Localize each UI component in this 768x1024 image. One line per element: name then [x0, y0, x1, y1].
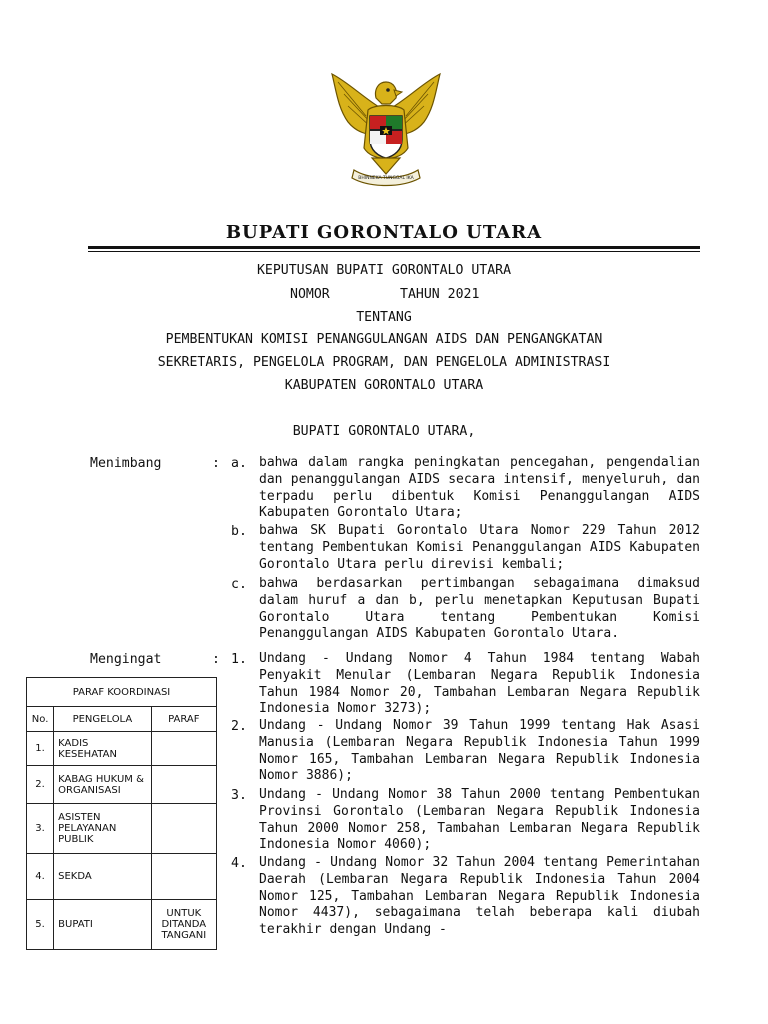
row-pengelola: KADIS KESEHATAN — [54, 732, 152, 766]
mengingat-item-4: Undang - Undang Nomor 32 Tahun 2004 tentang Pemerintahan Daerah (Lembaran Negara Republik Indonesia Tahun 2004 Nomor 125, Tambahan Lembaran Negara Republik Indonesia Nomor 4437), sebagaimana telah beberapa kali diubah terakhir dengan Undang - — [259, 855, 700, 938]
garuda-emblem-icon — [326, 70, 446, 192]
row-pengelola: KABAG HUKUM & ORGANISASI — [54, 766, 152, 804]
mengingat-mark-2: 2. — [231, 719, 247, 734]
subject-line-3: KABUPATEN GORONTALO UTARA — [284, 378, 484, 393]
menimbang-colon: : — [212, 456, 220, 471]
row-paraf — [151, 732, 216, 766]
col-header-pengelola: PENGELOLA — [54, 707, 152, 732]
table-row — [27, 804, 217, 854]
menimbang-item-b: bahwa SK Bupati Gorontalo Utara Nomor 229 Tahun 2012 tentang Pembentukan Komisi Penanggulangan AIDS Kabupaten Gorontalo Utara perlu direvisi kembali; — [259, 523, 700, 572]
row-no: 5. — [27, 900, 54, 950]
row-paraf — [151, 766, 216, 804]
paraf-koordinasi-table — [26, 677, 217, 950]
mengingat-item-2: Undang - Undang Nomor 39 Tahun 1999 tentang Hak Asasi Manusia (Lembaran Negara Republik Indonesia Tahun 1999 Nomor 165, Tambahan Lembaran Negara Republik Indonesia Nomor 3886); — [259, 718, 700, 784]
mengingat-colon: : — [212, 652, 220, 667]
mengingat-mark-3: 3. — [231, 788, 247, 803]
row-paraf: UNTUK DITANDA TANGANI — [151, 900, 216, 950]
subject-line-1: PEMBENTUKAN KOMISI PENANGGULANGAN AIDS DAN PENGANGKATAN — [165, 332, 603, 347]
tentang-label: TENTANG — [356, 310, 412, 325]
row-pengelola: SEKDA — [54, 854, 152, 900]
document-title: BUPATI GORONTALO UTARA — [225, 222, 543, 243]
menimbang-mark-c: c. — [231, 577, 247, 592]
menimbang-mark-b: b. — [231, 524, 247, 539]
table-row — [27, 766, 217, 804]
tahun-label: TAHUN 2021 — [400, 287, 480, 302]
table-row — [27, 900, 217, 950]
authority-line: BUPATI GORONTALO UTARA, — [292, 424, 476, 439]
mengingat-item-1: Undang - Undang Nomor 4 Tahun 1984 tentang Wabah Penyakit Menular (Lembaran Negara Republik Indonesia Tahun 1984 Nomor 20, Tambahan Lembaran Negara Republik Indonesia Nomor 3273); — [259, 651, 700, 717]
menimbang-item-a: bahwa dalam rangka peningkatan pencegahan, pengendalian dan penanggulangan AIDS secara intensif, menyeluruh, dan terpadu perlu dibentuk Komisi Penanggulangan AIDS Kabupaten Gorontalo Utara; — [259, 455, 700, 521]
decree-heading: KEPUTUSAN BUPATI GORONTALO UTARA — [256, 263, 512, 278]
row-pengelola: ASISTEN PELAYANAN PUBLIK — [54, 804, 152, 854]
col-header-paraf: PARAF — [151, 707, 216, 732]
row-paraf — [151, 854, 216, 900]
mengingat-label: Mengingat — [90, 652, 162, 667]
title-rule-thin — [88, 251, 700, 252]
row-pengelola: BUPATI — [54, 900, 152, 950]
row-paraf — [151, 804, 216, 854]
mengingat-mark-4: 4. — [231, 856, 247, 871]
title-rule-thick — [88, 246, 700, 249]
table-row — [27, 854, 217, 900]
paraf-table-title: PARAF KOORDINASI — [27, 678, 217, 707]
mengingat-item-3: Undang - Undang Nomor 38 Tahun 2000 tentang Pembentukan Provinsi Gorontalo (Lembaran Negara Republik Indonesia Tahun 2000 Nomor 258, Tambahan Lembaran Negara Republik Indonesia Nomor 4060); — [259, 787, 700, 853]
nomor-label: NOMOR — [290, 287, 330, 302]
row-no: 3. — [27, 804, 54, 854]
row-no: 1. — [27, 732, 54, 766]
menimbang-mark-a: a. — [231, 456, 247, 471]
mengingat-mark-1: 1. — [231, 652, 247, 667]
col-header-no: No. — [27, 707, 54, 732]
row-no: 4. — [27, 854, 54, 900]
table-row — [27, 732, 217, 766]
menimbang-item-c: bahwa berdasarkan pertimbangan sebagaimana dimaksud dalam huruf a dan b, perlu menetapkan Keputusan Bupati Gorontalo Utara tentang Pembentukan Komisi Penanggulangan AIDS Kabupaten Gorontalo Utara. — [259, 576, 700, 642]
subject-line-2: SEKRETARIS, PENGELOLA PROGRAM, DAN PENGELOLA ADMINISTRASI — [157, 355, 611, 370]
menimbang-label: Menimbang — [90, 456, 162, 471]
row-no: 2. — [27, 766, 54, 804]
emblem-motto: BHINNEKA TUNGGAL IKA — [358, 176, 414, 181]
